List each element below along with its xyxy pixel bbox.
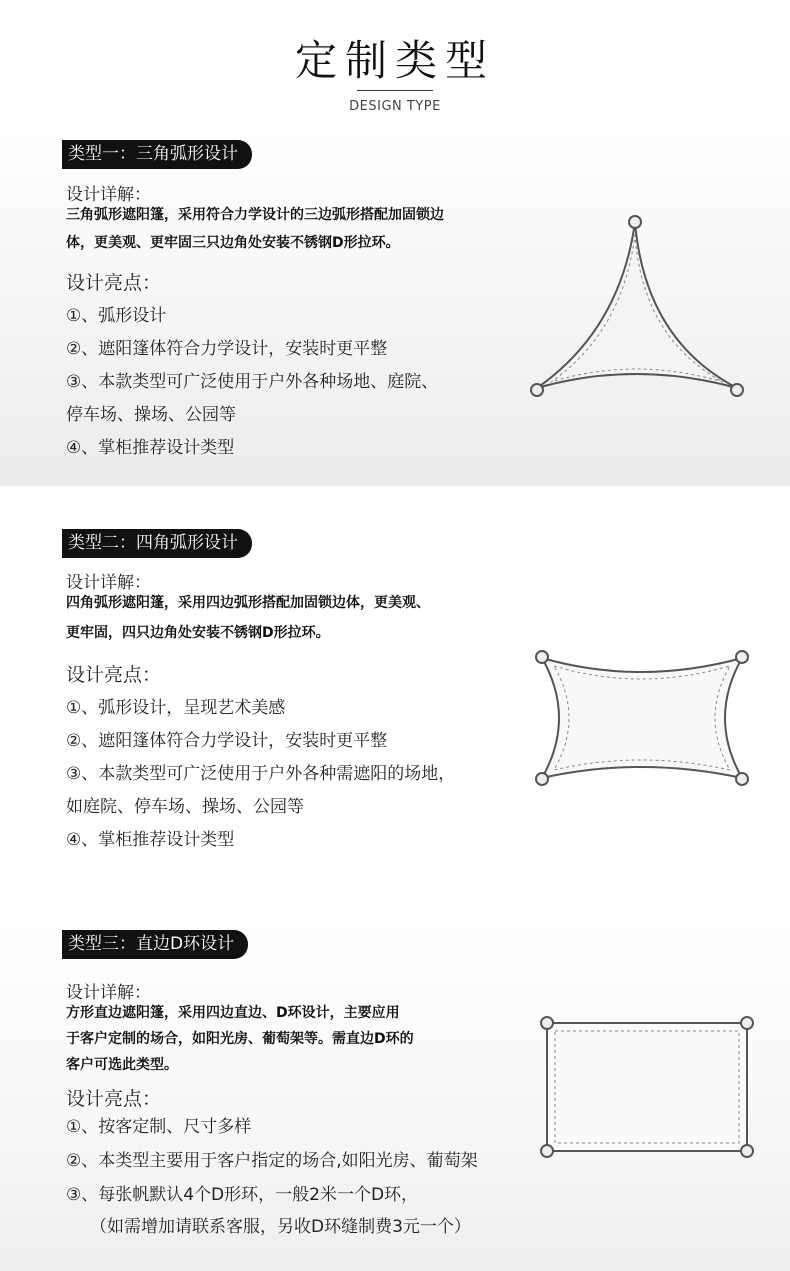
type-three-point-2: ②、本类型主要用于客户指定的场合,如阳光房、葡萄架 (66, 1151, 478, 1171)
type-three-detail-line-1: 方形直边遮阳篷，采用四边直边、D环设计，主要应用 (66, 1005, 400, 1021)
type-three-highlight-label: 设计亮点： (66, 1088, 162, 1110)
type-two-point-1: ①、弧形设计，呈现艺术美感 (66, 698, 286, 718)
section-gap (0, 890, 790, 920)
type-two-detail-label: 设计详解： (66, 573, 151, 593)
type-two-detail-line-1: 四角弧形遮阳篷，采用四边弧形搭配加固锁边体，更美观、 (66, 595, 430, 611)
page-header (0, 0, 790, 130)
type-two-point-3: ③、本款类型可广泛使用于户外各种需遮阳的场地， (66, 764, 456, 784)
triangle-sail-icon (525, 210, 750, 400)
type-two-highlight-label: 设计亮点： (66, 664, 162, 686)
page-subtitle: DESIGN TYPE (349, 99, 441, 114)
type-three-section (0, 920, 790, 1271)
straight-rectangle-sail-icon (535, 1013, 760, 1163)
type-one-point-3: ③、本款类型可广泛使用于户外各种场地、庭院、 (66, 372, 439, 392)
type-one-detail-label: 设计详解： (66, 185, 151, 205)
type-two-point-2: ②、遮阳篷体符合力学设计，安装时更平整 (66, 731, 388, 751)
type-one-detail-line-2: 体，更美观、更牢固三只边角处安装不锈钢D形拉环。 (66, 235, 400, 251)
type-three-detail-label: 设计详解： (66, 983, 151, 1003)
type-two-badge: 类型二：四角弧形设计 (62, 529, 252, 558)
type-one-highlight-label: 设计亮点： (66, 272, 162, 294)
title-divider (357, 90, 433, 91)
type-one-point-1: ①、弧形设计 (66, 306, 167, 326)
type-three-badge: 类型三：直边D环设计 (62, 930, 248, 959)
type-two-detail-line-2: 更牢固，四只边角处安装不锈钢D形拉环。 (66, 625, 330, 641)
curved-rectangle-sail-icon (530, 648, 755, 788)
type-three-point-3: ③、每张帆默认4个D形环，一般2米一个D环， (66, 1185, 419, 1205)
page-title: 定制类型 (294, 36, 495, 85)
type-three-detail-line-2: 于客户定制的场合，如阳光房、葡萄架等。需直边D环的 (66, 1031, 414, 1047)
type-one-point-2: ②、遮阳篷体符合力学设计，安装时更平整 (66, 339, 388, 359)
type-two-section (0, 520, 790, 890)
type-two-point-4: 如庭院、停车场、操场、公园等 (66, 797, 304, 817)
type-one-point-4: 停车场、操场、公园等 (66, 405, 236, 425)
type-one-point-5: ④、掌柜推荐设计类型 (66, 438, 235, 458)
section-gap (0, 486, 790, 520)
type-one-section (0, 130, 790, 486)
type-two-point-5: ④、掌柜推荐设计类型 (66, 830, 235, 850)
type-one-badge: 类型一：三角弧形设计 (62, 140, 252, 169)
type-three-point-1: ①、按客定制、尺寸多样 (66, 1117, 252, 1137)
type-three-detail-line-3: 客户可选此类型。 (66, 1057, 178, 1073)
type-one-detail-line-1: 三角弧形遮阳篷，采用符合力学设计的三边弧形搭配加固锁边 (66, 207, 444, 223)
type-three-point-4: （如需增加请联系客服，另收D环缝制费3元一个） (90, 1217, 471, 1237)
